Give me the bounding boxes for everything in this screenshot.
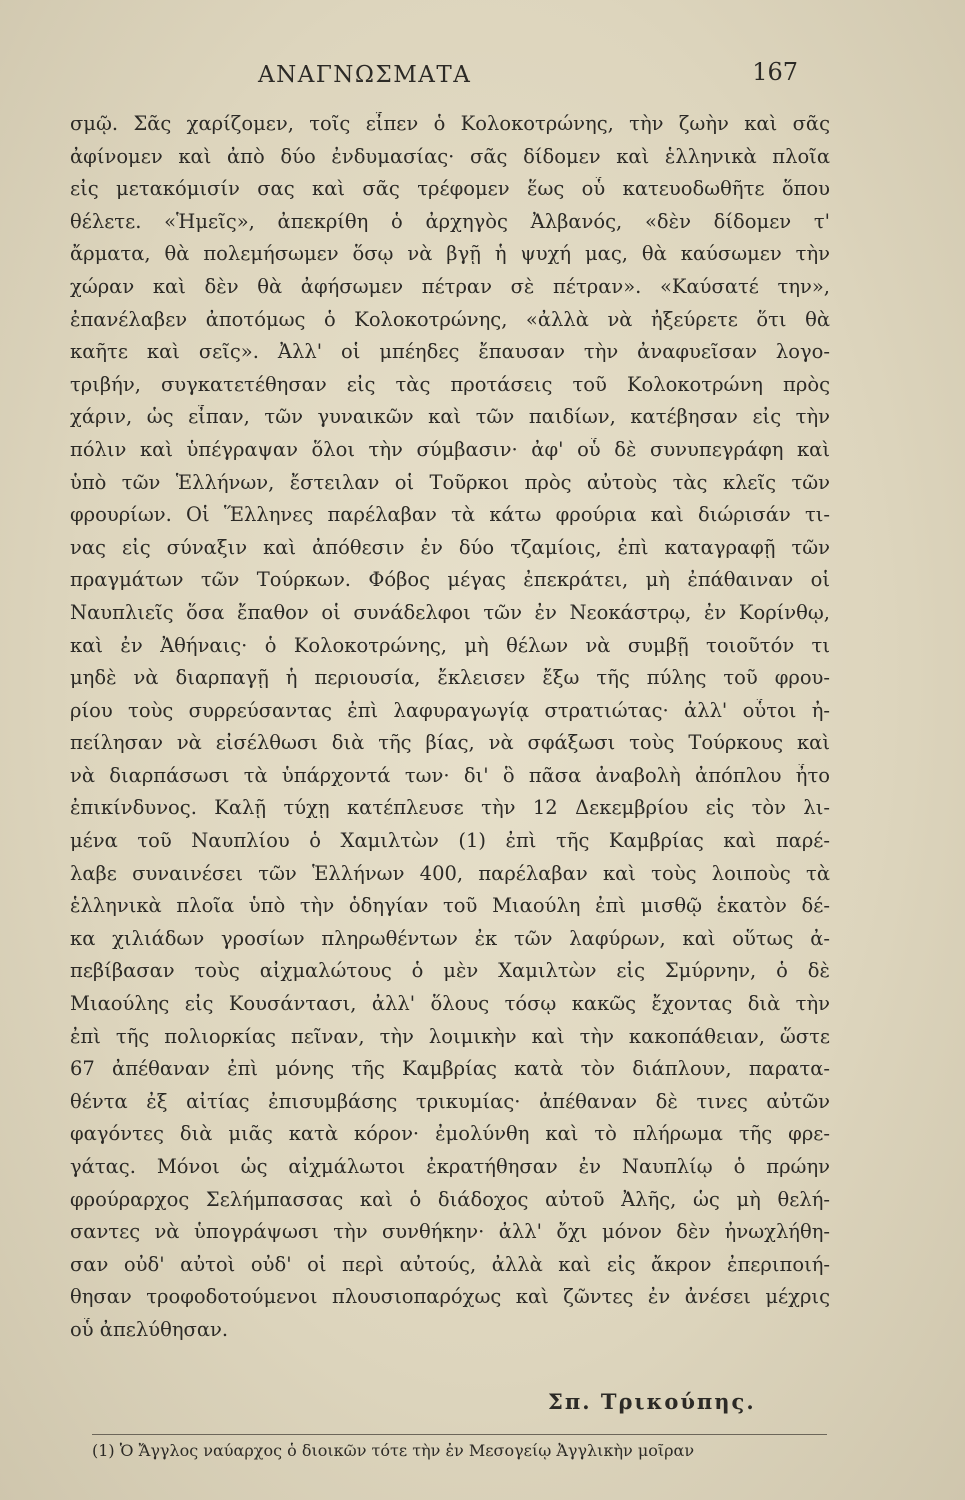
page-header bbox=[108, 58, 798, 92]
text-line: πείλησαν νὰ εἰσέλθωσι διὰ τῆς βίας, νὰ σφάξωσι τοὺς Τούρκους καὶ bbox=[70, 731, 830, 755]
text-line: γάτας. Μόνοι ὡς αἰχμάλωτοι ἐκρατήθησαν ἐν Ναυπλίῳ ὁ πρώην bbox=[70, 1155, 830, 1178]
text-line: νας εἰς σύναξιν καὶ ἀπόθεσιν ἐν δύο τζαμίοις, ἐπὶ καταγραφῇ τῶν bbox=[70, 535, 830, 559]
text-line: Μιαούλης εἰς Κουσάντασι, ἀλλ' ὅλους τόσῳ κακῶς ἔχοντας διὰ τὴν bbox=[70, 992, 830, 1016]
text-line: ἐπὶ τῆς πολιορκίας πεῖναν, τὴν λοιμικὴν καὶ τὴν κακοπάθειαν, ὥστε bbox=[70, 1024, 830, 1048]
text-line: καὶ ἐν Ἀθήναις· ὁ Κολοκοτρώνης, μὴ θέλων νὰ συμβῇ τοιοῦτόν τι bbox=[70, 633, 830, 657]
text-line: φρουρίων. Οἱ Ἕλληνες παρέλαβαν τὰ κάτω φρούρια καὶ διώρισάν τι- bbox=[70, 503, 830, 527]
body-text bbox=[70, 112, 830, 1351]
text-line: φρούραρχος Σελήμπασσας καὶ ὁ διάδοχος αὐτοῦ Ἀλῆς, ὡς μὴ θελή- bbox=[70, 1187, 830, 1211]
text-line: θέλετε. «Ἡμεῖς», ἀπεκρίθη ὁ ἀρχηγὸς Ἀλβανός, «δὲν δίδομεν τ' bbox=[70, 209, 830, 233]
text-line: σμῷ. Σᾶς χαρίζομεν, τοῖς εἶπεν ὁ Κολοκοτρώνης, τὴν ζωὴν καὶ σᾶς bbox=[70, 112, 830, 135]
text-line: πεβίβασαν τοὺς αἰχμαλώτους ὁ μὲν Χαμιλτὼν εἰς Σμύρνην, ὁ δὲ bbox=[70, 959, 830, 983]
text-line: ἐπανέλαβεν ἀποτόμως ὁ Κολοκοτρώνης, «ἀλλὰ νὰ ἠξεύρετε ὅτι θὰ bbox=[70, 307, 830, 331]
text-line: καῆτε καὶ σεῖς». Ἀλλ' οἱ μπέηδες ἔπαυσαν τὴν ἀναφυεῖσαν λογο- bbox=[70, 340, 830, 364]
page-number: 167 bbox=[752, 58, 798, 86]
text-line: μηδὲ νὰ διαρπαγῇ ἡ περιουσία, ἔκλεισεν ἔξω τῆς πύλης τοῦ φρου- bbox=[70, 666, 830, 690]
text-line: οὗ ἀπελύθησαν. bbox=[70, 1317, 229, 1341]
text-line: μένα τοῦ Ναυπλίου ὁ Χαμιλτὼν (1) ἐπὶ τῆς Καμβρίας καὶ παρέ- bbox=[70, 829, 830, 853]
text-line: θέντα ἐξ αἰτίας ἐπισυμβάσης τρικυμίας· ἀπέθαναν δὲ τινες αὐτῶν bbox=[70, 1089, 830, 1113]
footnote: (1) Ὁ Ἄγγλος ναύαρχος ὁ διοικῶν τότε τὴν ἐν Μεσογείῳ Ἀγγλικὴν μοῖραν bbox=[92, 1434, 827, 1460]
text-line: χώραν καὶ δὲν θὰ ἀφήσωμεν πέτραν σὲ πέτραν». «Καύσατέ την», bbox=[70, 274, 830, 298]
text-line: νὰ διαρπάσωσι τὰ ὑπάρχοντά των· δι' ὃ πᾶσα ἀναβολὴ ἀπόπλου ἦτο bbox=[70, 763, 830, 787]
text-line: θησαν τροφοδοτούμενοι πλουσιοπαρόχως καὶ ζῶντες ἐν ἀνέσει μέχρις bbox=[70, 1285, 830, 1309]
text-line: χάριν, ὡς εἶπαν, τῶν γυναικῶν καὶ τῶν παιδίων, κατέβησαν εἰς τὴν bbox=[70, 405, 830, 429]
text-line: πόλιν καὶ ὑπέγραψαν ὅλοι τὴν σύμβασιν· ἀφ' οὗ δὲ συνυπεγράφη καὶ bbox=[70, 437, 830, 461]
text-line: κα χιλιάδων γροσίων πληρωθέντων ἐκ τῶν λαφύρων, καὶ οὕτως ἀ- bbox=[70, 926, 830, 950]
text-line: εἰς μετακόμισίν σας καὶ σᾶς τρέφομεν ἕως οὗ κατευοδωθῆτε ὅπου bbox=[70, 177, 830, 201]
text-line: ἀφίνομεν καὶ ἀπὸ δύο ἐνδυμασίας· σᾶς δίδομεν καὶ ἑλληνικὰ πλοῖα bbox=[70, 144, 830, 168]
text-line: ρίου τοὺς συρρεύσαντας ἐπὶ λαφυραγωγίᾳ στρατιώτας· ἀλλ' οὗτοι ἠ- bbox=[70, 698, 830, 722]
text-line: ὑπὸ τῶν Ἑλλήνων, ἔστειλαν οἱ Τοῦρκοι πρὸς αὐτοὺς τὰς κλεῖς τῶν bbox=[70, 470, 830, 494]
text-line: Ναυπλιεῖς ὅσα ἔπαθον οἱ συνάδελφοι τῶν ἐν Νεοκάστρῳ, ἐν Κορίνθῳ, bbox=[70, 600, 830, 624]
author-signature: Σπ. Τρικούπης. bbox=[548, 1389, 756, 1414]
text-line: σαντες νὰ ὑπογράψωσι τὴν συνθήκην· ἀλλ' ὄχι μόνον δὲν ἠνωχλήθη- bbox=[70, 1220, 830, 1244]
text-line: σαν οὐδ' αὐτοὶ οὐδ' οἱ περὶ αὐτούς, ἀλλὰ καὶ εἰς ἄκρον ἐπεριποιή- bbox=[70, 1252, 830, 1276]
running-title: ΑΝΑΓΝΩΣΜΑΤΑ bbox=[258, 62, 472, 88]
text-line: ἑλληνικὰ πλοῖα ὑπὸ τὴν ὁδηγίαν τοῦ Μιαούλη ἐπὶ μισθῷ ἑκατὸν δέ- bbox=[70, 894, 830, 918]
text-line: ἄρματα, θὰ πολεμήσωμεν ὅσῳ νὰ βγῇ ἡ ψυχή μας, θὰ καύσωμεν τὴν bbox=[70, 242, 830, 266]
text-line: 67 ἀπέθαναν ἐπὶ μόνης τῆς Καμβρίας κατὰ τὸν διάπλουν, παρατα- bbox=[70, 1057, 830, 1081]
text-line: τριβήν, συγκατετέθησαν εἰς τὰς προτάσεις τοῦ Κολοκοτρώνη πρὸς bbox=[70, 372, 830, 396]
text-line: λαβε συναινέσει τῶν Ἑλλήνων 400, παρέλαβαν καὶ τοὺς λοιποὺς τὰ bbox=[70, 861, 830, 885]
text-line: φαγόντες διὰ μιᾶς κατὰ κόρον· ἐμολύνθη καὶ τὸ πλήρωμα τῆς φρε- bbox=[70, 1122, 830, 1146]
text-line: πραγμάτων τῶν Τούρκων. Φόβος μέγας ἐπεκράτει, μὴ ἐπάθαιναν οἱ bbox=[70, 568, 830, 592]
text-line: ἐπικίνδυνος. Καλῇ τύχῃ κατέπλευσε τὴν 12 Δεκεμβρίου εἰς τὸν λι- bbox=[70, 796, 830, 820]
